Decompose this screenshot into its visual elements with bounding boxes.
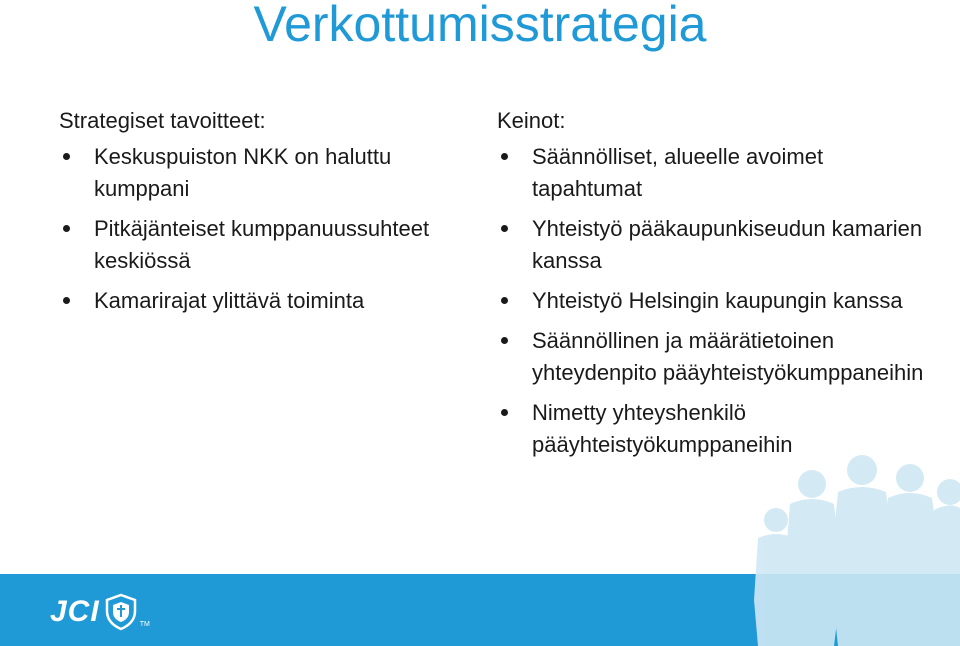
means-item-text: Yhteistyö Helsingin kaupungin kanssa <box>532 288 903 313</box>
means-item-text: Säännöllinen ja määrätietoinen yhteydenpito pääyhteistyökumppaneihin <box>532 328 924 385</box>
means-item <box>497 213 937 277</box>
means-item <box>497 285 937 317</box>
means-item <box>497 141 937 205</box>
bullet-icon <box>63 153 70 160</box>
goal-item-text: Pitkäjänteiset kumppanuussuhteet keskiössä <box>94 216 430 273</box>
goal-item-text: Kamarirajat ylittävä toiminta <box>94 288 365 313</box>
trademark-label: TM <box>139 621 150 628</box>
bullet-icon <box>501 153 508 160</box>
goal-item-text: Keskuspuiston NKK on haluttu kumppani <box>94 144 392 201</box>
means-column <box>497 105 937 469</box>
goals-list <box>59 141 479 317</box>
bullet-icon <box>63 297 70 304</box>
jci-shield-icon <box>104 593 138 631</box>
goals-column <box>59 105 479 325</box>
goals-heading: Strategiset tavoitteet: <box>59 108 266 133</box>
bullet-icon <box>501 297 508 304</box>
bullet-icon <box>501 337 508 344</box>
bullet-icon <box>501 225 508 232</box>
bullet-icon <box>501 409 508 416</box>
goal-item <box>59 141 479 205</box>
means-heading: Keinot: <box>497 108 566 133</box>
slide-title: Verkottumisstrategia <box>253 0 707 52</box>
goal-item <box>59 285 479 317</box>
goal-item <box>59 213 479 277</box>
means-list <box>497 141 937 461</box>
means-item-text: Nimetty yhteyshenkilö pääyhteistyökumppaneihin <box>532 400 793 457</box>
means-item-text: Yhteistyö pääkaupunkiseudun kamarien kanssa <box>532 216 923 273</box>
jci-logo <box>50 592 150 632</box>
jci-logo-text: JCI <box>50 595 100 628</box>
means-item <box>497 325 937 389</box>
bullet-icon <box>63 225 70 232</box>
means-item-text: Säännölliset, alueelle avoimet tapahtumat <box>532 144 824 201</box>
people-silhouettes-icon <box>750 440 960 646</box>
